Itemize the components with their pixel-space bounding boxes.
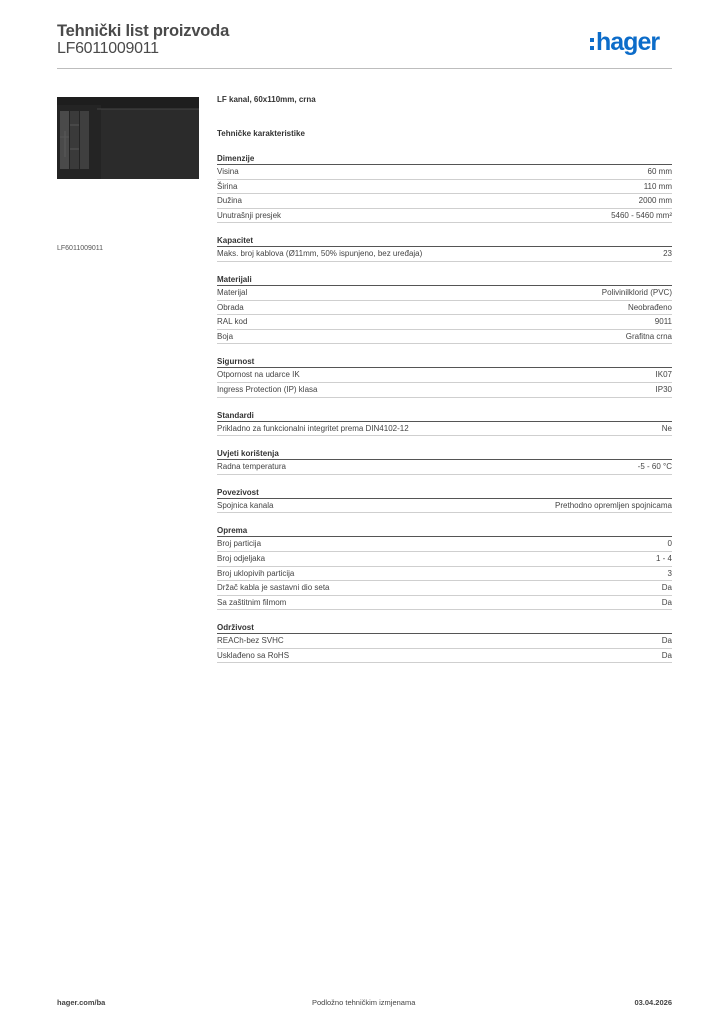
- spec-row: [217, 301, 672, 316]
- spec-section: [217, 622, 672, 663]
- specification-content: [217, 95, 672, 663]
- spec-value: Grafitna crna: [625, 331, 672, 341]
- spec-value: -5 - 60 °C: [637, 462, 672, 472]
- spec-value: 2000 mm: [638, 196, 672, 206]
- footer-notice: Podložno tehničkim izmjenama: [312, 998, 416, 1007]
- section-title: Povezivost: [217, 487, 672, 499]
- spec-label: Ingress Protection (IP) klasa: [217, 384, 318, 394]
- section-title: Materijali: [217, 274, 672, 286]
- spec-value: 3: [667, 568, 672, 578]
- spec-row: [217, 180, 672, 195]
- spec-row: [217, 165, 672, 180]
- spec-label: Držač kabla je sastavni dio seta: [217, 583, 330, 593]
- spec-section: [217, 356, 672, 397]
- spec-row: [217, 315, 672, 330]
- spec-row: [217, 194, 672, 209]
- section-title: Standardi: [217, 410, 672, 422]
- spec-label: REACh-bez SVHC: [217, 636, 284, 646]
- hager-logo: [590, 27, 659, 57]
- section-title: Dimenzije: [217, 153, 672, 165]
- spec-label: Maks. broj kablova (Ø11mm, 50% ispunjeno, bez uređaja): [217, 249, 423, 259]
- spec-label: Radna temperatura: [217, 462, 286, 472]
- spec-value: 23: [663, 249, 672, 259]
- header-divider: [57, 68, 672, 69]
- spec-label: Usklađeno sa RoHS: [217, 650, 290, 660]
- spec-row: [217, 368, 672, 383]
- spec-value: Polivinilklorid (PVC): [601, 287, 672, 297]
- logo-wordmark: hager: [596, 27, 660, 56]
- image-caption: LF6011009011: [57, 245, 104, 252]
- spec-label: Broj particija: [217, 539, 262, 549]
- section-title: Kapacitet: [217, 235, 672, 247]
- spec-label: Obrada: [217, 302, 244, 312]
- spec-row: [217, 383, 672, 398]
- spec-label: Dužina: [217, 196, 242, 206]
- spec-row: [217, 567, 672, 582]
- spec-section: [217, 448, 672, 475]
- spec-label: Otpornost na udarce IK: [217, 370, 300, 380]
- spec-row: [217, 499, 672, 514]
- spec-value: Neobrađeno: [627, 302, 672, 312]
- spec-row: [217, 649, 672, 664]
- spec-row: [217, 422, 672, 437]
- spec-value: 5460 - 5460 mm²: [611, 210, 672, 220]
- spec-section: [217, 235, 672, 262]
- spec-label: RAL kod: [217, 317, 248, 327]
- logo-dots-icon: [590, 38, 594, 50]
- spec-section: [217, 410, 672, 437]
- spec-label: Boja: [217, 331, 234, 341]
- spec-value: 110 mm: [643, 181, 672, 191]
- spec-label: Broj odjeljaka: [217, 553, 266, 563]
- spec-row: [217, 634, 672, 649]
- product-sku: LF6011009011: [57, 40, 159, 57]
- spec-label: Sa zaštitnim filmom: [217, 597, 287, 607]
- spec-value: IK07: [655, 370, 672, 380]
- spec-row: [217, 552, 672, 567]
- spec-row: [217, 581, 672, 596]
- spec-value: IP30: [655, 384, 672, 394]
- spec-value: Da: [661, 583, 672, 593]
- spec-label: Unutrašnji presjek: [217, 210, 282, 220]
- spec-label: Spojnica kanala: [217, 500, 274, 510]
- spec-row: [217, 460, 672, 475]
- product-name: LF kanal, 60x110mm, crna: [217, 95, 316, 104]
- spec-label: Visina: [217, 167, 239, 176]
- spec-value: Da: [661, 597, 672, 607]
- spec-section: [217, 274, 672, 344]
- product-image: [57, 97, 199, 235]
- spec-sections: [217, 153, 672, 663]
- spec-row: [217, 596, 672, 611]
- spec-value: Da: [661, 650, 672, 660]
- section-title: Uvjeti korištenja: [217, 448, 672, 460]
- spec-row: [217, 286, 672, 301]
- spec-section: [217, 525, 672, 610]
- spec-label: Broj uklopivih particija: [217, 568, 295, 578]
- spec-row: [217, 247, 672, 262]
- section-title: Održivost: [217, 622, 672, 634]
- spec-row: [217, 209, 672, 224]
- spec-value: 9011: [654, 317, 672, 327]
- spec-label: Širina: [217, 181, 238, 191]
- spec-row: [217, 330, 672, 345]
- spec-value: 60 mm: [647, 167, 672, 176]
- section-title: Oprema: [217, 525, 672, 537]
- footer-date: 03.04.2026: [634, 998, 672, 1007]
- section-title: Sigurnost: [217, 356, 672, 368]
- spec-row: [217, 537, 672, 552]
- spec-section: [217, 487, 672, 514]
- spec-value: 0: [667, 539, 672, 549]
- technical-characteristics-title: Tehničke karakteristike: [217, 129, 305, 138]
- footer-website: hager.com/ba: [57, 998, 106, 1007]
- spec-value: 1 - 4: [655, 553, 672, 563]
- spec-section: [217, 153, 672, 223]
- spec-value: Ne: [661, 423, 672, 433]
- spec-label: Prikladno za funkcionalni integritet prema DIN4102-12: [217, 423, 409, 433]
- spec-label: Materijal: [217, 287, 248, 297]
- page-title: Tehnički list proizvoda: [57, 22, 230, 40]
- spec-value: Prethodno opremljen spojnicama: [555, 500, 672, 510]
- spec-value: Da: [661, 636, 672, 646]
